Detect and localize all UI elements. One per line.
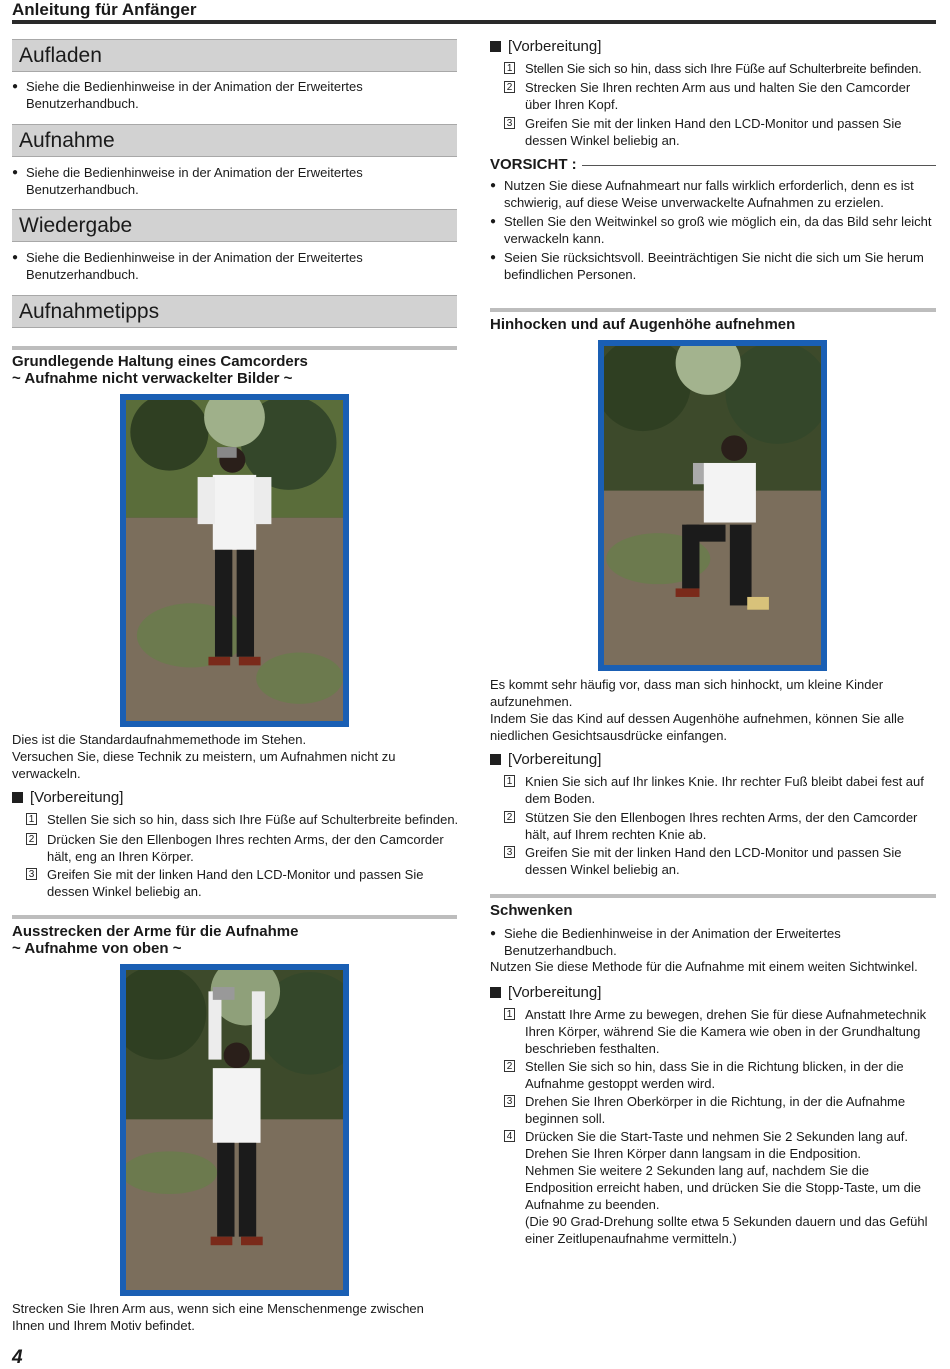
square-icon: [490, 987, 501, 998]
hinhocken-prep-title: [Vorbereitung]: [490, 751, 601, 768]
section-wiedergabe: [12, 209, 457, 242]
section-title: Aufnahmetipps: [19, 300, 160, 323]
subsection-rule: [12, 346, 457, 350]
subsection-rule: [12, 915, 457, 919]
hinhocken-step-1: 1 Knien Sie sich auf Ihr linkes Knie. Ihr rechter Fuß bleibt dabei fest auf dem Boden.: [490, 773, 950, 807]
caution-bullet-3: ● Seien Sie rücksichtsvoll. Beeinträchtigen Sie nicht die sich um Sie herum befindlichen Personen.: [490, 249, 950, 283]
haltung-prep-title: [Vorbereitung]: [12, 789, 123, 806]
subsection-rule: [490, 894, 936, 898]
top-prep-title: [Vorbereitung]: [490, 38, 601, 55]
section-aufladen: [12, 39, 457, 72]
ausstrecken-description: Strecken Sie Ihren Arm aus, wenn sich eine Menschenmenge zwischen Ihnen und Ihrem Motiv befindet.: [12, 1301, 424, 1333]
hinhocken-description: Es kommt sehr häufig vor, dass man sich hinhockt, um kleine Kinder aufzunehmen. Indem Sie das Kind auf dessen Augenhöhe aufnehmen, können Sie alle niedlichen Gesichtsausdrücke einfangen.: [490, 677, 905, 743]
photo-standing-pose: [120, 394, 349, 727]
schwenken-heading: Schwenken: [490, 902, 573, 919]
section-aufnahmetipps: [12, 295, 457, 328]
caution-bullet-2: ● Stellen Sie den Weitwinkel so groß wie möglich ein, da das Bild sehr leicht verwackeln kann.: [490, 213, 950, 247]
section-title: Wiedergabe: [19, 214, 133, 237]
bullet-wiedergabe: ● Siehe die Bedienhinweise in der Animation der Erweitertes Benutzerhandbuch.: [12, 249, 466, 283]
square-icon: [12, 792, 23, 803]
schwenken-step-3: 3 Drehen Sie Ihren Oberkörper in die Richtung, in der die Aufnahme beginnen soll.: [490, 1093, 950, 1127]
photo-kneeling-pose: [598, 340, 827, 671]
haltung-step-3: 3 Greifen Sie mit der linken Hand den LCD-Monitor und passen Sie dessen Winkel beliebig an.: [12, 866, 497, 900]
schwenken-step-4: 4 Drücken Sie die Start-Taste und nehmen Sie 2 Sekunden lang auf. Drehen Sie Ihren Körper dann langsam in die Endposition. Nehmen Sie weitere 2 Sekunden lang auf, nachdem Sie die Endposition erreicht haben, und drücken Sie die Stopp-Taste, um die Aufnahme zu beenden. (Die 90 Grad-Drehung sollte etwa 5 Sekunden dauern und das Gefühl einer Zeitlupenaufnahme vermitteln.): [490, 1128, 950, 1247]
subsection-rule: [490, 308, 936, 312]
standing-person-image: [126, 400, 343, 721]
square-icon: [490, 41, 501, 52]
section-title: Aufnahme: [19, 129, 115, 152]
schwenken-bullet: ● Siehe die Bedienhinweise in der Animation der Erweitertes Benutzerhandbuch.: [490, 925, 950, 959]
schwenken-description: Nutzen Sie diese Methode für die Aufnahme mit einem weiten Sichtwinkel.: [490, 959, 918, 974]
top-prep-step-1: 1 Stellen Sie sich so hin, dass sich Ihre Füße auf Schulterbreite befinden.: [490, 60, 950, 77]
page-header-title: Anleitung für Anfänger: [12, 0, 197, 19]
top-prep-step-3: 3 Greifen Sie mit der linken Hand den LCD-Monitor und passen Sie dessen Winkel beliebig an.: [490, 115, 950, 149]
bullet-aufladen: ● Siehe die Bedienhinweise in der Animation der Erweitertes Benutzerhandbuch.: [12, 78, 466, 112]
photo-arms-raised-pose: [120, 964, 349, 1296]
arms-raised-person-image: [126, 970, 343, 1290]
top-prep-step-2: 2 Strecken Sie Ihren rechten Arm aus und halten Sie den Camcorder über Ihren Kopf.: [490, 79, 950, 113]
schwenken-step-2: 2 Stellen Sie sich so hin, dass Sie in die Richtung blicken, in der die Aufnahme gestoppt werden wird.: [490, 1058, 950, 1092]
ausstrecken-heading: Ausstrecken der Arme für die Aufnahme ~ Aufnahme von oben ~: [12, 923, 299, 957]
haltung-step-2: 2 Drücken Sie den Ellenbogen Ihres rechten Arms, der den Camcorder hält, eng an Ihren Körper.: [12, 831, 497, 865]
hinhocken-heading: Hinhocken und auf Augenhöhe aufnehmen: [490, 316, 796, 333]
schwenken-prep-title: [Vorbereitung]: [490, 984, 601, 1001]
kneeling-person-image: [604, 346, 821, 665]
haltung-description: Dies ist die Standardaufnahmemethode im Stehen. Versuchen Sie, diese Technik zu meistern, um Aufnahmen nicht zu verwackeln.: [12, 732, 396, 781]
caution-bullet-1: ● Nutzen Sie diese Aufnahmeart nur falls wirklich erforderlich, denn es ist schwierig, auf diese Weise unverwackelte Aufnahmen zu erzielen.: [490, 177, 950, 211]
caution-rule: [582, 165, 936, 166]
square-icon: [490, 754, 501, 765]
haltung-step-1: 1 Stellen Sie sich so hin, dass sich Ihre Füße auf Schulterbreite befinden.: [12, 811, 497, 828]
bullet-aufnahme: ● Siehe die Bedienhinweise in der Animation der Erweitertes Benutzerhandbuch.: [12, 164, 466, 198]
haltung-heading: Grundlegende Haltung eines Camcorders ~ Aufnahme nicht verwackelter Bilder ~: [12, 353, 308, 387]
caution-title: VORSICHT :: [490, 156, 577, 173]
header-rule: [12, 20, 936, 24]
hinhocken-step-2: 2 Stützen Sie den Ellenbogen Ihres rechten Arms, der den Camcorder hält, auf Ihrem rechten Knie ab.: [490, 809, 950, 843]
page-number: 4: [12, 1347, 23, 1368]
section-title: Aufladen: [19, 44, 102, 67]
hinhocken-step-3: 3 Greifen Sie mit der linken Hand den LCD-Monitor und passen Sie dessen Winkel beliebig an.: [490, 844, 950, 878]
schwenken-step-1: 1 Anstatt Ihre Arme zu bewegen, drehen Sie für diese Aufnahmetechnik Ihren Körper, während Sie die Kamera wie oben in der Grundhaltung beschrieben festhalten.: [490, 1006, 950, 1057]
section-aufnahme: [12, 124, 457, 157]
